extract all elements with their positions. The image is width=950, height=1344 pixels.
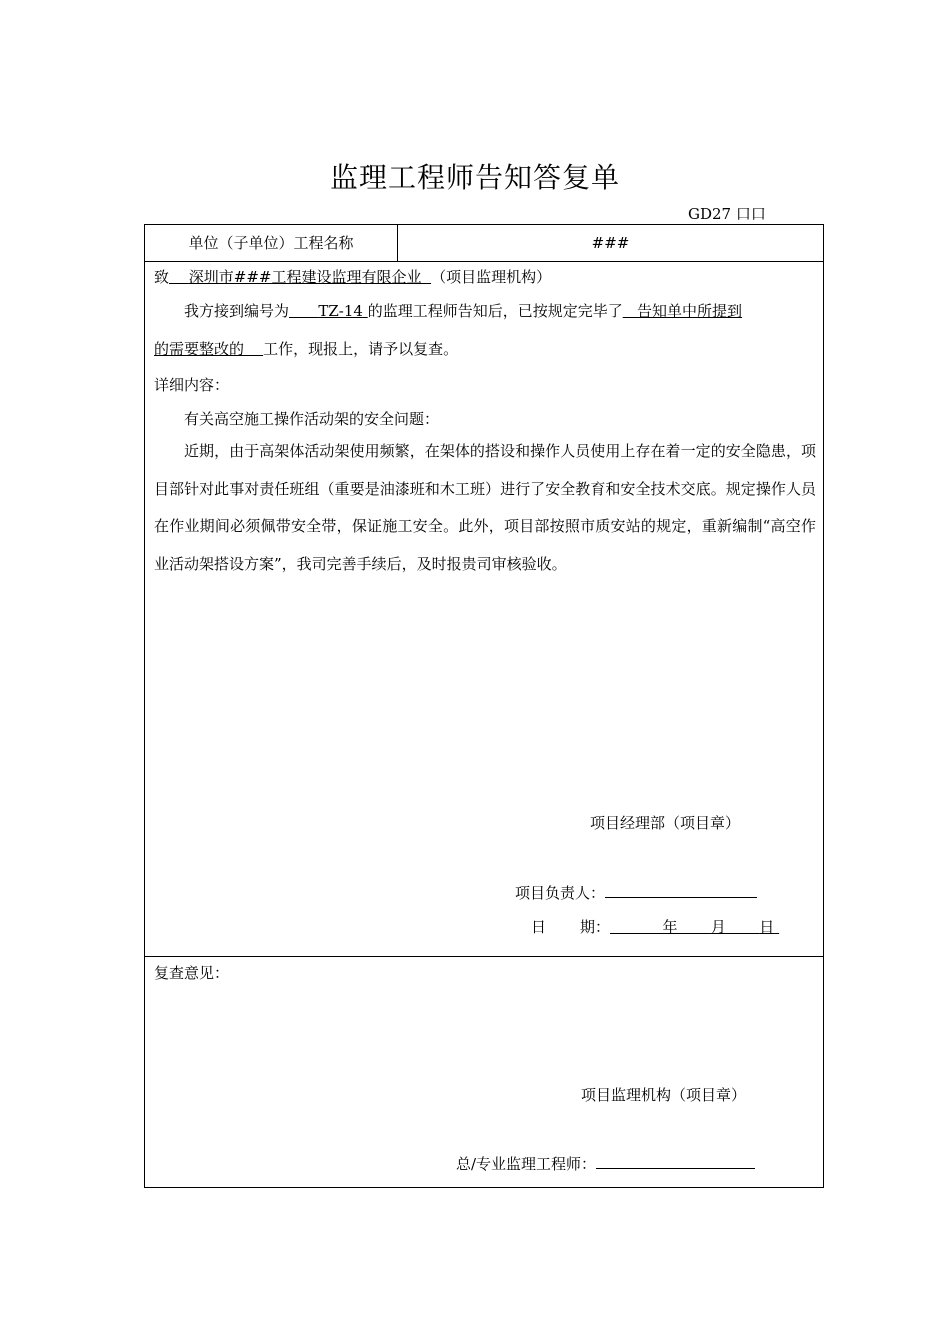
project-name-value: ### [591, 234, 630, 252]
completed-items-1: 告知单中所提到 [637, 302, 743, 320]
date-year: 年 [662, 918, 678, 936]
notice-number-underline [289, 302, 368, 320]
detail-label: 详细内容： [154, 376, 230, 394]
manager-signature-blank [605, 883, 757, 898]
date-line [531, 917, 779, 937]
notice-number: TZ-14 [318, 302, 363, 320]
header-row [145, 225, 823, 262]
date-blank [610, 918, 779, 936]
document-title: 监理工程师告知答复单 [329, 161, 620, 194]
intro-line-1 [184, 301, 742, 321]
supervision-stamp: 项目监理机构（项目章） [581, 1086, 747, 1104]
engineer-signature-line [456, 1154, 755, 1174]
reply-section [145, 262, 823, 957]
date-label-2: 期： [580, 918, 611, 936]
intro-line-2 [154, 339, 458, 359]
review-section [145, 957, 823, 1187]
detail-body: 近期，由于高架体活动架使用频繁，在架体的搭设和操作人员使用上存在着一定的安全隐患，项目部针对此事对责任班组（重要是油漆班和木工班）进行了安全教育和安全技术交底。规定操作人员在作业期间必须佩带安全带，保证施工安全。此外，项目部按照市质安站的规定，重新编制“高空作业活动架搭设方案”，我司完善手续后，及时报贵司审核验收。 [154, 442, 816, 573]
completed-items-underline-2 [154, 340, 263, 358]
completed-items-underline-1 [623, 302, 742, 320]
addressee-org: 深圳市###工程建设监理有限企业 [188, 268, 422, 286]
engineer-label: 总/专业监理工程师： [456, 1155, 597, 1173]
date-month: 月 [710, 918, 726, 936]
engineer-signature-blank [596, 1154, 755, 1169]
manager-signature-line [515, 883, 757, 903]
date-day: 日 [759, 918, 775, 936]
document-code: GD27 口口 [688, 205, 766, 223]
intro-text-1: 我方接到编号为 [184, 302, 290, 320]
completed-items-2: 的需要整改的 [154, 340, 245, 358]
intro-text-2: 的监理工程师告知后，已按规定完毕了 [367, 302, 623, 320]
review-label: 复查意见： [154, 964, 230, 982]
project-name-label: 单位（子单位）工程名称 [145, 225, 398, 261]
addressee-suffix: （项目监理机构） [431, 268, 552, 286]
detail-heading: 有关高空施工操作活动架的安全问题： [184, 410, 440, 428]
addressee-org-underline [169, 268, 431, 286]
addressee-prefix: 致 [154, 268, 170, 286]
addressee-line [154, 267, 551, 287]
intro-text-3: 工作，现报上，请予以复查。 [263, 340, 459, 358]
form-table [144, 224, 824, 1188]
date-label-1: 日 [531, 918, 547, 936]
project-manager-stamp: 项目经理部（项目章） [590, 814, 741, 832]
manager-label: 项目负责人： [515, 884, 606, 902]
